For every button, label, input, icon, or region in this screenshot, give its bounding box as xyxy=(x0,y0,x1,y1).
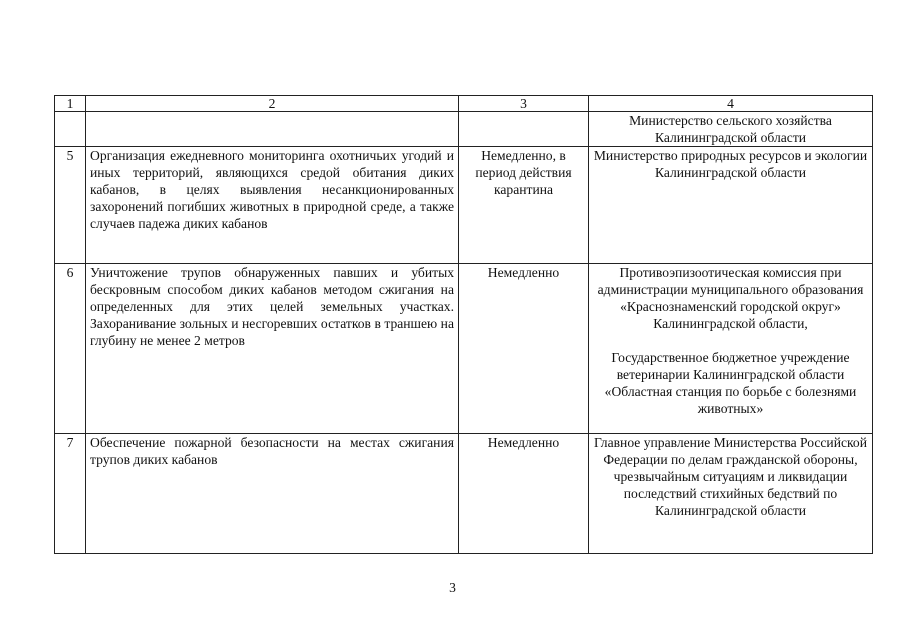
page-number: 3 xyxy=(449,580,456,595)
deadline-cell: Немедленно, в период действия карантина xyxy=(459,147,589,264)
row-number xyxy=(55,112,86,147)
responsible-org: Противоэпизоотическая комиссия при администрации муниципального образования «Краснознаменский городской округ» Калининградской области, xyxy=(597,265,864,331)
action-cell: Организация ежедневного мониторинга охотничьих угодий и иных территорий, являющихся средой обитания диких кабанов, в целях выявления несанкционированных захоронений погибших животных в природной среде, а также случаев падежа диких кабанов xyxy=(86,147,459,264)
table-row xyxy=(55,112,873,147)
row-number: 5 xyxy=(55,147,86,264)
deadline-cell: Немедленно xyxy=(459,434,589,554)
table-row xyxy=(55,264,873,434)
action-cell: Уничтожение трупов обнаруженных павших и убитых бескровным способом диких кабанов методом сжигания на определенных для этих целей земельных участках. Захоранивание зольных и несгоревших остатков в траншею на глубину не менее 2 метров xyxy=(86,264,459,434)
column-header: 2 xyxy=(86,96,459,112)
table-row xyxy=(55,147,873,264)
measures-table xyxy=(54,95,873,554)
responsible-cell xyxy=(589,112,873,147)
column-header: 1 xyxy=(55,96,86,112)
responsible-org: Главное управление Министерства Российской Федерации по делам гражданской обороны, чрезвычайным ситуациям и ликвидации последствий стихийных бедствий по Калининградской области xyxy=(593,435,868,518)
column-header: 3 xyxy=(459,96,589,112)
responsible-cell xyxy=(589,264,873,434)
action-cell xyxy=(86,112,459,147)
spacer xyxy=(593,332,868,349)
table-header-row xyxy=(55,96,873,112)
column-header: 4 xyxy=(589,96,873,112)
responsible-org: Государственное бюджетное учреждение ветеринарии Калининградской области «Областная станция по борьбе с болезнями животных» xyxy=(604,350,857,416)
responsible-cell xyxy=(589,147,873,264)
action-cell: Обеспечение пожарной безопасности на местах сжигания трупов диких кабанов xyxy=(86,434,459,554)
responsible-org: Министерство сельского хозяйства Калининградской области xyxy=(629,113,832,145)
row-number: 7 xyxy=(55,434,86,554)
responsible-cell xyxy=(589,434,873,554)
responsible-org: Министерство природных ресурсов и экологии Калининградской области xyxy=(593,148,868,180)
deadline-cell xyxy=(459,112,589,147)
deadline-cell: Немедленно xyxy=(459,264,589,434)
row-number: 6 xyxy=(55,264,86,434)
table-row xyxy=(55,434,873,554)
